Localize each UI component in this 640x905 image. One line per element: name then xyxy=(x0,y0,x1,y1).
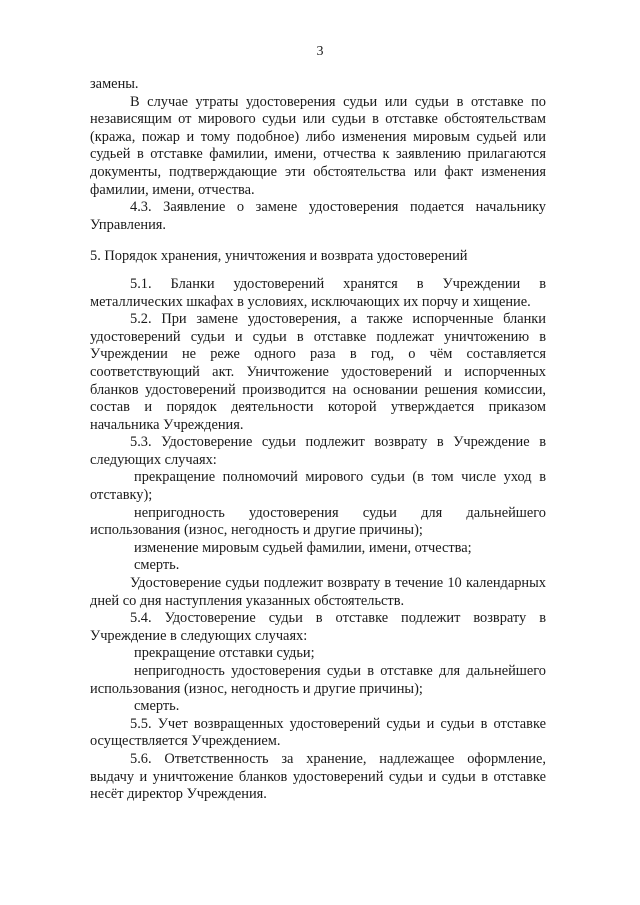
list-item-5-3-termination: прекращение полномочий мирового судьи (в том числе уход в отставку); xyxy=(90,469,546,504)
list-item-5-3-name-change: изменение мировым судьей фамилии, имени, отчества; xyxy=(134,539,472,556)
list-item-5-3-unfitness: непригодность удостоверения судьи для дальнейшего использования (износ, негодность и другие причины); xyxy=(90,504,546,539)
paragraph-loss-of-certificate: В случае утраты удостоверения судьи или судьи в отставке по независящим от мирового судьи или судьи в отставке обстоятельствам (кража, пожар и тому подобное) либо изменения мировым судьей или судьей в отставке фамилии, имени, отчества к заявлению прилагаются документы, подтверждающие эти обстоятельства или факт изменения фамилии, имени, отчества. xyxy=(90,93,546,198)
paragraph-5-6: 5.6. Ответственность за хранение, надлежащее оформление, выдачу и уничтожение бланков удостоверений судьи и судьи в отставке несёт директор Учреждения. xyxy=(90,750,546,803)
paragraph-5-1: 5.1. Бланки удостоверений хранятся в Учреждении в металлических шкафах в условиях, исключающих их порчу и хищение. xyxy=(90,275,546,310)
paragraph-continuation: замены. xyxy=(90,76,139,92)
paragraph-5-3: 5.3. Удостоверение судьи подлежит возврату в Учреждение в следующих случаях: xyxy=(90,434,546,468)
page-number: 3 xyxy=(316,44,324,59)
list-item-5-4-unfitness: непригодность удостоверения судьи в отставке для дальнейшего использования (износ, негодность и другие причины); xyxy=(90,663,546,697)
paragraph-5-2: 5.2. При замене удостоверения, а также испорченные бланки удостоверений судьи и судьи в отставке подлежат уничтожению в Учреждении не реже одного раза в год, о чём составляется соответствующий акт. Уничтожение удостоверений и испорченных бланков удостоверений производится на основании решения комиссии, состав и порядок деятельности которой утверждается приказом начальника Учреждения. xyxy=(90,311,546,433)
paragraph-return-deadline: Удостоверение судьи подлежит возврату в течение 10 календарных дней со дня наступления указанных обстоятельств. xyxy=(90,575,546,609)
section-5-heading: 5. Порядок хранения, уничтожения и возврата удостоверений xyxy=(90,248,468,265)
paragraph-5-4: 5.4. Удостоверение судьи в отставке подлежит возврату в Учреждение в следующих случаях: xyxy=(90,610,546,644)
list-item-5-3-death: смерть. xyxy=(134,557,180,574)
paragraph-4-3: 4.3. Заявление о замене удостоверения подается начальнику Управления. xyxy=(90,199,546,233)
paragraph-5-5: 5.5. Учет возвращенных удостоверений судьи и судьи в отставке осуществляется Учреждением. xyxy=(90,715,546,750)
list-item-5-4-termination: прекращение отставки судьи; xyxy=(134,645,315,662)
list-item-5-4-death: смерть. xyxy=(134,698,180,715)
document-body xyxy=(90,76,546,804)
